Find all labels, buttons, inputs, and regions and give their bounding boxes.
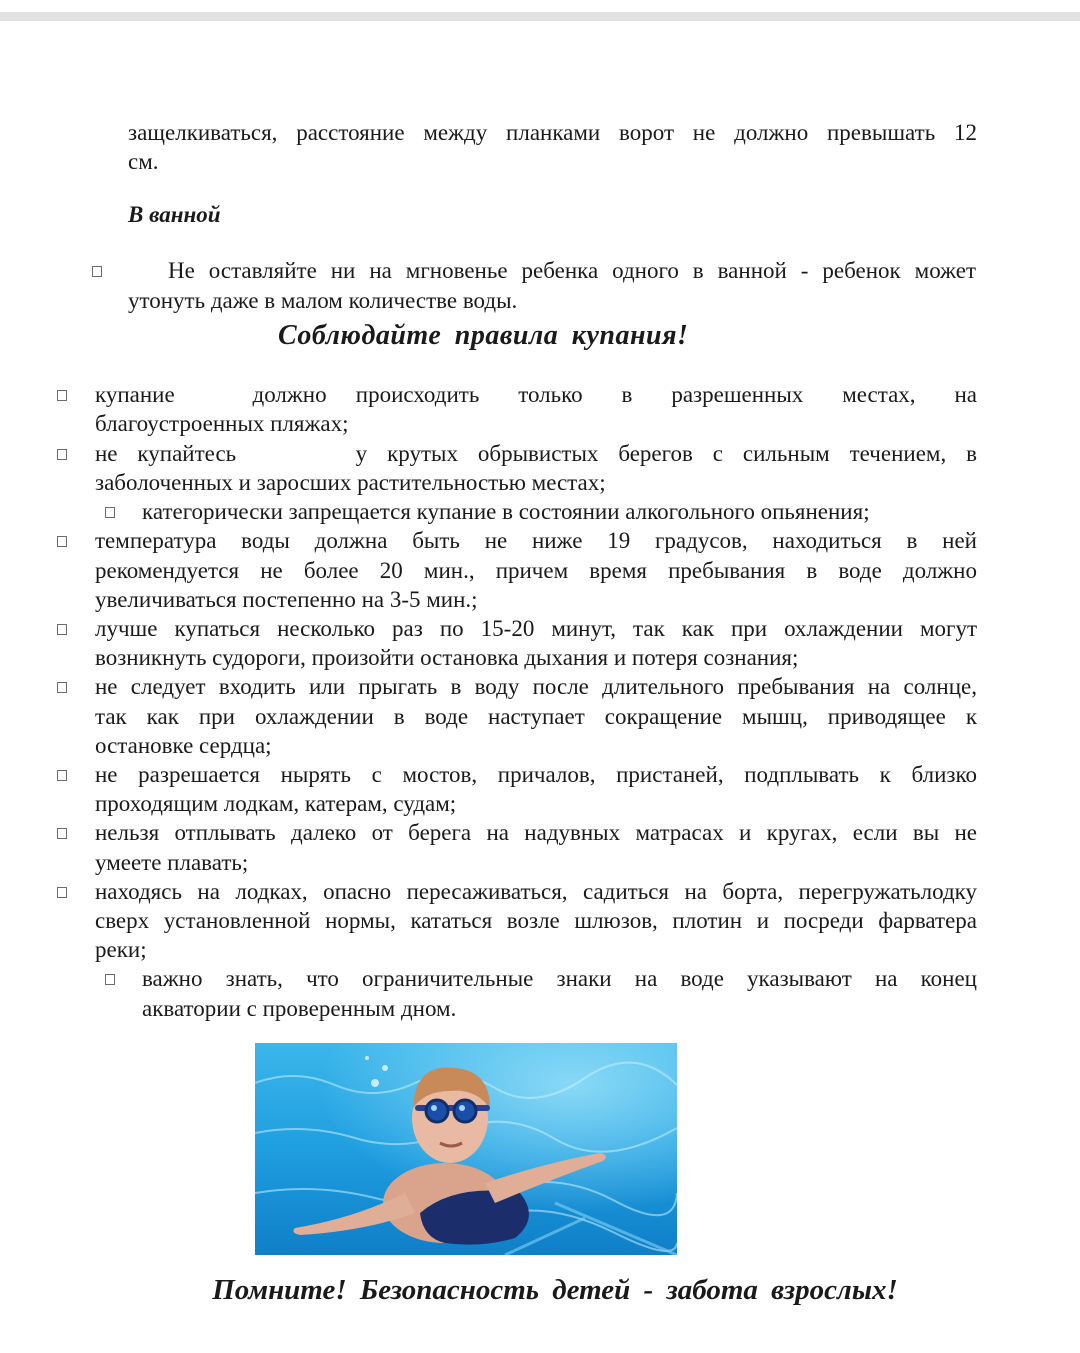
checkbox-bullet-icon (92, 266, 102, 277)
rule-item-6-line-2: так как при охлаждении в воде наступает сокращение мышц, приводящее к (95, 704, 977, 729)
rule-item-10-line-2: акватории с проверенным дном. (142, 996, 457, 1021)
rule-item-6-line-3: остановке сердца; (95, 733, 272, 758)
rule-item-3-line-1: категорически запрещается купание в состоянии алкогольного опьянения; (142, 499, 870, 524)
rule-item-2-line-1: не купайтесь у крутых обрывистых берегов с сильным течением, в (95, 441, 977, 466)
rule-item-9-line-2: сверх установленной нормы, кататься возле шлюзов, плотин и посреди фарватера (95, 908, 977, 933)
rule-item-8-line-1: нельзя отплывать далеко от берега на надувных матрасах и кругах, если вы не (95, 820, 977, 845)
footer-slogan: Помните! Безопасность детей - забота взрослых! (212, 1274, 898, 1306)
rule-item-1-line-1: купание должно происходить только в разрешенных местах, на (95, 382, 977, 407)
checkbox-bullet-icon (57, 536, 67, 547)
checkbox-bullet-icon (57, 624, 67, 635)
rule-item-5-line-2: возникнуть судороги, произойти остановка дыхания и потеря сознания; (95, 645, 799, 670)
rule-item-6-line-1: не следует входить или прыгать в воду после длительного пребывания на солнце, (95, 674, 977, 699)
intro-line-1: защелкиваться, расстояние между планками ворот не должно превышать 12 (128, 120, 977, 145)
rule-item-2-line-2: заболоченных и заросших растительностью местах; (95, 470, 606, 495)
rule-item-1-line-2: благоустроенных пляжах; (95, 411, 349, 436)
rule-item-5-line-1: лучше купаться несколько раз по 15-20 минут, так как при охлаждении могут (95, 616, 977, 641)
rule-item-10-line-1: важно знать, что ограничительные знаки на воде указывают на конец (142, 966, 977, 991)
checkbox-bullet-icon (57, 390, 67, 401)
rule-item-9-line-1: находясь на лодках, опасно пересаживаться, садиться на борта, перегружатьлодку (95, 879, 977, 904)
rule-item-7-line-1: не разрешается нырять с мостов, причалов, пристаней, подплывать к близко (95, 762, 977, 787)
checkbox-bullet-icon (57, 887, 67, 898)
child-swimming-photo (255, 1043, 677, 1255)
bath-item-line-2: утонуть даже в малом количестве воды. (128, 288, 518, 313)
rule-item-4-line-1: температура воды должна быть не ниже 19 градусов, находиться в ней (95, 528, 977, 553)
bath-item-line-1: Не оставляйте ни на мгновенье ребенка одного в ванной - ребенок может (168, 258, 976, 283)
rule-item-4-line-2: рекомендуется не более 20 мин., причем время пребывания в воде должно (95, 558, 977, 583)
checkbox-bullet-icon (57, 682, 67, 693)
bath-heading: В ванной (128, 202, 221, 227)
rules-heading: Соблюдайте правила купания! (278, 320, 689, 351)
rule-item-7-line-2: проходящим лодкам, катерам, судам; (95, 791, 457, 816)
checkbox-bullet-icon (57, 770, 67, 781)
rule-item-4-line-3: увеличиваться постепенно на 3-5 мин.; (95, 587, 478, 612)
rule-item-9-line-3: реки; (95, 937, 147, 962)
rule-item-8-line-2: умеете плавать; (95, 850, 249, 875)
checkbox-bullet-icon (57, 828, 67, 839)
checkbox-bullet-icon (105, 974, 115, 985)
intro-line-2: см. (128, 149, 159, 174)
checkbox-bullet-icon (105, 507, 115, 518)
checkbox-bullet-icon (57, 449, 67, 460)
